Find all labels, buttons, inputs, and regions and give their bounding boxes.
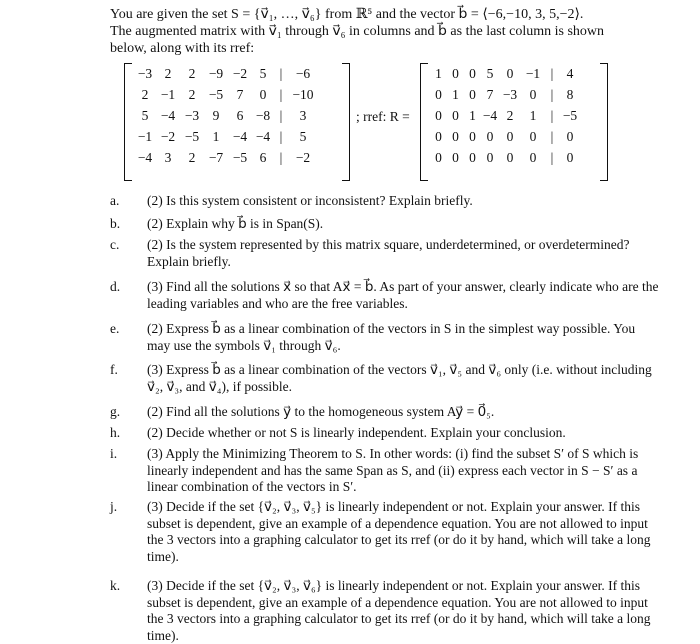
matrix-entry: 8 [566, 86, 574, 102]
matrix-entry: 7 [486, 86, 494, 102]
matrix-entry: 0 [506, 149, 514, 165]
question-text: (3) Apply the Minimizing Theorem to S. In other words: (i) find the subset S′ of S which is linearly independent and has the same Span as S, and (ii) express each vector in S − S′ as a linear combination of the vectors in S′. [147, 446, 639, 494]
augmented-matrix-table [134, 63, 318, 168]
matrix-entry: 1 [452, 86, 459, 102]
question-label: b. [110, 216, 121, 231]
question-item [110, 578, 660, 644]
matrix-row [430, 63, 581, 84]
matrix-entry: 2 [188, 65, 196, 81]
question-item [110, 193, 660, 210]
augment-bar: | [279, 86, 283, 102]
intro-line-3: below, along with its rref: [110, 41, 255, 56]
matrix-entry: −1 [137, 128, 153, 144]
matrix-entry: 0 [452, 128, 459, 144]
matrix-entry: 0 [469, 149, 476, 165]
matrix-entry: 3 [164, 149, 172, 165]
question-label: g. [110, 404, 121, 419]
matrix-entry: 2 [141, 86, 149, 102]
augment-bar: | [550, 86, 554, 102]
matrix-entry: 1 [469, 107, 476, 123]
question-item [110, 446, 660, 496]
matrix-entry: 0 [469, 128, 476, 144]
question-item [110, 404, 660, 421]
question-text: (3) Decide if the set {v⃗₂, v⃗₃, v⃗₆} is linearly independent or not. Explain your answer. If this subset is dependent, give an example of a dependence equation. You are not allowed to input the 3 vectors into a graphing calculator to get its rref (or do it by hand, which will take a long time). [147, 578, 651, 643]
matrix-entry: 0 [469, 65, 476, 81]
matrix-entry: 0 [435, 107, 442, 123]
question-text: (2) Is the system represented by this matrix square, underdetermined, or overdetermined? Explain briefly. [147, 237, 630, 269]
matrix-entry: 2 [506, 107, 514, 123]
matrix-entry: 0 [566, 149, 574, 165]
question-label: j. [110, 499, 118, 514]
matrix-entry: −4 [482, 107, 498, 123]
matrix-entry: 4 [566, 65, 574, 81]
matrix-entry: 0 [529, 86, 537, 102]
matrix-row [134, 126, 318, 147]
question-item [110, 499, 660, 565]
matrix-row [430, 84, 581, 105]
matrix-entry: 9 [212, 107, 220, 123]
matrix-entry: 5 [141, 107, 149, 123]
question-item [110, 362, 660, 395]
matrix-entry: 5 [486, 65, 494, 81]
matrix-entry: 0 [486, 149, 494, 165]
question-text: (2) Is this system consistent or inconsistent? Explain briefly. [147, 193, 473, 208]
intro-line-2: The augmented matrix with v⃗₁ through v⃗₆ in columns and b⃗ as the last column is shown [110, 24, 605, 39]
matrix-entry: 0 [566, 128, 574, 144]
question-label: a. [110, 193, 120, 208]
augment-bar: | [279, 149, 283, 165]
question-label: h. [110, 425, 121, 440]
question-item [110, 279, 660, 312]
question-item [110, 321, 660, 354]
augment-bar: | [279, 65, 283, 81]
matrix-entry: −6 [295, 65, 311, 81]
rref-matrix-table [430, 63, 581, 168]
matrix-entry: 1 [529, 107, 537, 123]
rref-matrix [420, 63, 608, 168]
augment-bar: | [550, 128, 554, 144]
matrix-entry: −2 [160, 128, 176, 144]
matrix-entry: 0 [506, 65, 514, 81]
matrix-entry: 0 [259, 86, 267, 102]
matrix-entry: 5 [259, 65, 267, 81]
matrix-entry: 5 [299, 128, 307, 144]
left-bracket [124, 63, 132, 181]
right-bracket [600, 63, 608, 181]
matrix-entry: 7 [236, 86, 244, 102]
matrix-entry: 0 [506, 128, 514, 144]
matrix-entry: 3 [299, 107, 307, 123]
matrix-entry: −4 [255, 128, 271, 144]
question-label: i. [110, 446, 118, 461]
question-text: (2) Express b⃗ as a linear combination of the vectors in S in the simplest way possible. You may use the symbols v⃗₁ through v⃗₆. [147, 321, 636, 353]
matrix-entry: −8 [255, 107, 271, 123]
question-label: f. [110, 362, 118, 377]
question-item [110, 216, 660, 233]
matrix-row [134, 84, 318, 105]
matrix-entry: −5 [562, 107, 578, 123]
matrix-entry: −5 [208, 86, 224, 102]
matrix-entry: 0 [469, 86, 476, 102]
question-label: k. [110, 578, 121, 593]
matrix-entry: 0 [529, 149, 537, 165]
question-text: (2) Decide whether or not S is linearly independent. Explain your conclusion. [147, 425, 566, 440]
matrix-entry: −9 [208, 65, 224, 81]
question-text: (2) Find all the solutions y⃗ to the homogeneous system Ay⃗ = 0⃗₅. [147, 404, 495, 419]
matrix-entry: 0 [435, 128, 442, 144]
matrix-row [430, 105, 581, 126]
matrix-entry: 1 [435, 65, 442, 81]
matrix-row [134, 63, 318, 84]
matrix-entry: 0 [435, 149, 442, 165]
matrix-entry: 1 [212, 128, 220, 144]
augment-bar: | [279, 107, 283, 123]
matrix-entry: 2 [188, 86, 196, 102]
augment-bar: | [279, 128, 283, 144]
augment-bar: | [550, 107, 554, 123]
rref-label: ; rref: R = [356, 109, 410, 124]
matrix-entry: −4 [160, 107, 176, 123]
matrix-entry: 0 [452, 107, 459, 123]
matrix-entry: 6 [236, 107, 244, 123]
augmented-matrix [124, 63, 350, 168]
matrix-entry: 6 [259, 149, 267, 165]
matrix-entry: −2 [295, 149, 311, 165]
matrix-entry: −3 [184, 107, 200, 123]
matrix-entry: 0 [486, 128, 494, 144]
matrix-row [430, 147, 581, 168]
matrix-entry: −1 [160, 86, 176, 102]
intro-line-1: You are given the set S = {v⃗₁, …, v⃗₆} from ℝ⁵ and the vector b⃗ = ⟨−6,−10, 3, 5,−2⟩. [110, 7, 584, 22]
matrix-row [134, 147, 318, 168]
matrix-row [430, 126, 581, 147]
question-item [110, 237, 660, 270]
matrix-entry: 0 [452, 65, 459, 81]
matrix-entry: −2 [232, 65, 248, 81]
matrix-entry: −5 [232, 149, 248, 165]
matrix-entry: −5 [184, 128, 200, 144]
matrix-entry: 2 [164, 65, 172, 81]
question-text: (3) Express b⃗ as a linear combination of the vectors v⃗₁, v⃗₅ and v⃗₆ only (i.e. without including v⃗₂, v⃗₃, and v⃗₄), if possible. [147, 362, 652, 394]
question-text: (3) Find all the solutions x⃗ so that Ax⃗ = b⃗. As part of your answer, clearly indicate who are the leading variables and who are the free variables. [147, 279, 659, 311]
augment-bar: | [550, 149, 554, 165]
right-bracket [342, 63, 350, 181]
augment-bar: | [550, 65, 554, 81]
matrix-entry: −7 [208, 149, 224, 165]
matrix-entry: −4 [232, 128, 248, 144]
question-label: e. [110, 321, 120, 336]
question-label: c. [110, 237, 120, 252]
problem-intro [110, 6, 630, 57]
matrix-row [134, 105, 318, 126]
question-text: (3) Decide if the set {v⃗₂, v⃗₃, v⃗₅} is linearly independent or not. Explain your answer. If this subset is dependent, give an example of a dependence equation. You are not allowed to input the 3 vectors into a graphing calculator to get its rref (or do it by hand, which will take a long time). [147, 499, 651, 564]
matrix-entry: 0 [435, 86, 442, 102]
matrix-entry: −1 [525, 65, 541, 81]
question-text: (2) Explain why b⃗ is in Span(S). [147, 216, 324, 231]
matrix-entry: 0 [452, 149, 459, 165]
matrix-entry: 0 [529, 128, 537, 144]
matrix-entry: −4 [137, 149, 153, 165]
matrix-entry: −10 [292, 86, 314, 102]
question-item [110, 425, 660, 442]
left-bracket [420, 63, 428, 181]
matrix-entry: −3 [502, 86, 518, 102]
matrix-entry: 2 [188, 149, 196, 165]
matrix-entry: −3 [137, 65, 153, 81]
question-label: d. [110, 279, 121, 294]
